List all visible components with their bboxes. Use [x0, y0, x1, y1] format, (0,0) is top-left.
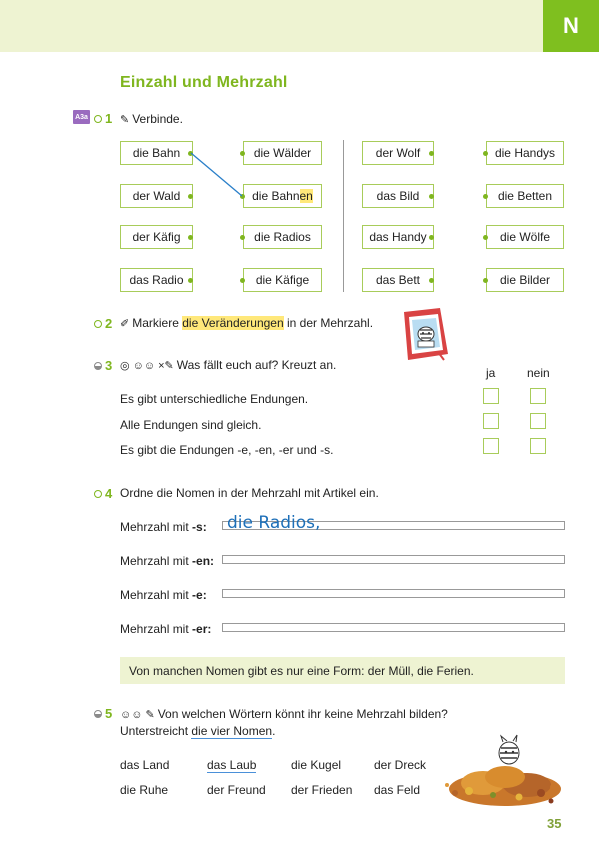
word-box-singular[interactable]: die Bahn — [120, 141, 193, 165]
word-option[interactable]: der Dreck — [374, 758, 427, 772]
eye-icon: ◎ — [120, 360, 130, 372]
word-box-singular[interactable]: der Käfig — [120, 225, 193, 249]
task-5-instruction-line2: Unterstreicht die vier Nomen. — [120, 724, 276, 738]
column-label-yes: ja — [486, 366, 496, 380]
info-note: Von manchen Nomen gibt es nur eine Form: der Müll, die Ferien. — [120, 657, 565, 684]
difficulty-halfring-icon — [94, 362, 102, 370]
word-option[interactable]: das Land — [120, 758, 170, 772]
plural-label-e: Mehrzahl mit -e: — [120, 588, 207, 602]
statement: Es gibt unterschiedliche Endungen. — [120, 392, 309, 406]
word-option[interactable]: der Freund — [207, 783, 266, 797]
plural-label-s: Mehrzahl mit -s: — [120, 520, 207, 534]
task-5-number: 5 — [94, 706, 112, 721]
connect-dot[interactable] — [429, 235, 434, 240]
task-2-number: 2 — [94, 316, 112, 331]
write-line-e[interactable] — [222, 589, 565, 598]
connect-dot[interactable] — [429, 151, 434, 156]
material-badge: A3a — [73, 110, 90, 124]
pencil-line-icon: ✎ — [145, 709, 155, 721]
highlighted-ending: en — [299, 189, 313, 203]
word-box-singular[interactable]: das Radio — [120, 268, 193, 292]
word-box-plural[interactable]: die Radios — [243, 225, 322, 249]
difficulty-ring-icon — [94, 490, 102, 498]
word-option[interactable]: der Frieden — [291, 783, 353, 797]
task-1-number: 1 — [94, 111, 112, 126]
word-option[interactable]: das Feld — [374, 783, 421, 797]
word-option[interactable]: die Ruhe — [120, 783, 169, 797]
word-box-singular[interactable]: der Wolf — [362, 141, 434, 165]
task-2-instruction: ✐ Markiere die Veränderungen in der Mehrzahl. — [120, 316, 374, 330]
write-line-en[interactable] — [222, 555, 565, 564]
connect-dot[interactable] — [429, 194, 434, 199]
plural-label-er: Mehrzahl mit -er: — [120, 622, 212, 636]
task-5-instruction: ☺☺ ✎ Von welchen Wörtern könnt ihr keine Mehrzahl bilden? — [120, 707, 448, 721]
connect-dot[interactable] — [483, 151, 488, 156]
word-box-singular[interactable]: das Bett — [362, 268, 434, 292]
difficulty-halfring-icon — [94, 710, 102, 718]
word-box-singular[interactable]: der Wald — [120, 184, 193, 208]
word-box-plural[interactable]: die Käfige — [243, 268, 322, 292]
task-3-instruction: ◎ ☺☺ ×✎ Was fällt euch auf? Kreuzt an. — [120, 358, 337, 372]
page-title: Einzahl und Mehrzahl — [120, 74, 288, 91]
checkbox-no[interactable] — [530, 438, 546, 454]
connect-dot[interactable] — [429, 278, 434, 283]
difficulty-ring-icon — [94, 320, 102, 328]
partners-icon: ☺☺ — [132, 360, 156, 372]
task-4-number: 4 — [94, 486, 112, 501]
checkbox-no[interactable] — [530, 388, 546, 404]
word-box-plural-example[interactable]: die Bahn en — [243, 184, 322, 208]
connect-dot[interactable] — [483, 194, 488, 199]
highlight-phrase: die Veränderungen — [182, 316, 284, 330]
word-box-plural[interactable]: die Betten — [486, 184, 564, 208]
column-label-no: nein — [527, 366, 550, 380]
word-box-plural[interactable]: die Wälder — [243, 141, 322, 165]
task-4-instruction: Ordne die Nomen in der Mehrzahl mit Artikel ein. — [120, 486, 379, 500]
word-option-underlined[interactable]: das Laub — [207, 758, 257, 772]
word-box-plural[interactable]: die Bilder — [486, 268, 564, 292]
statement: Alle Endungen sind gleich. — [120, 418, 262, 432]
underlined-phrase: die vier Nomen — [191, 724, 273, 738]
zebra-leaf-pile-icon — [443, 733, 567, 809]
checkbox-yes[interactable] — [483, 438, 499, 454]
connect-dot[interactable] — [483, 235, 488, 240]
task-3-number: 3 — [94, 358, 112, 373]
connect-dot[interactable] — [483, 278, 488, 283]
word-box-singular[interactable]: das Bild — [362, 184, 434, 208]
write-line-er[interactable] — [222, 623, 565, 632]
checkbox-yes[interactable] — [483, 388, 499, 404]
column-divider — [343, 140, 344, 292]
zebra-picture-frame-icon — [398, 308, 450, 362]
partners-icon: ☺☺ — [120, 709, 143, 721]
section-letter: N — [563, 13, 579, 38]
page-number: 35 — [547, 816, 562, 831]
word-option[interactable]: die Kugel — [291, 758, 342, 772]
word-box-plural[interactable]: die Handys — [486, 141, 564, 165]
statement: Es gibt die Endungen -e, -en, -er und -s. — [120, 443, 334, 457]
example-answer: die Radios, — [227, 513, 321, 533]
checkbox-no[interactable] — [530, 413, 546, 429]
checkbox-yes[interactable] — [483, 413, 499, 429]
task-1-instruction: ✎ Verbinde. — [120, 112, 183, 126]
word-box-plural[interactable]: die Wölfe — [486, 225, 564, 249]
pencil-line-icon: ✎ — [120, 114, 130, 126]
marker-pen-icon: ✐ — [120, 318, 130, 330]
word-box-singular[interactable]: das Handy — [362, 225, 434, 249]
plural-label-en: Mehrzahl mit -en: — [120, 554, 215, 568]
cross-pencil-icon: ×✎ — [158, 360, 174, 372]
